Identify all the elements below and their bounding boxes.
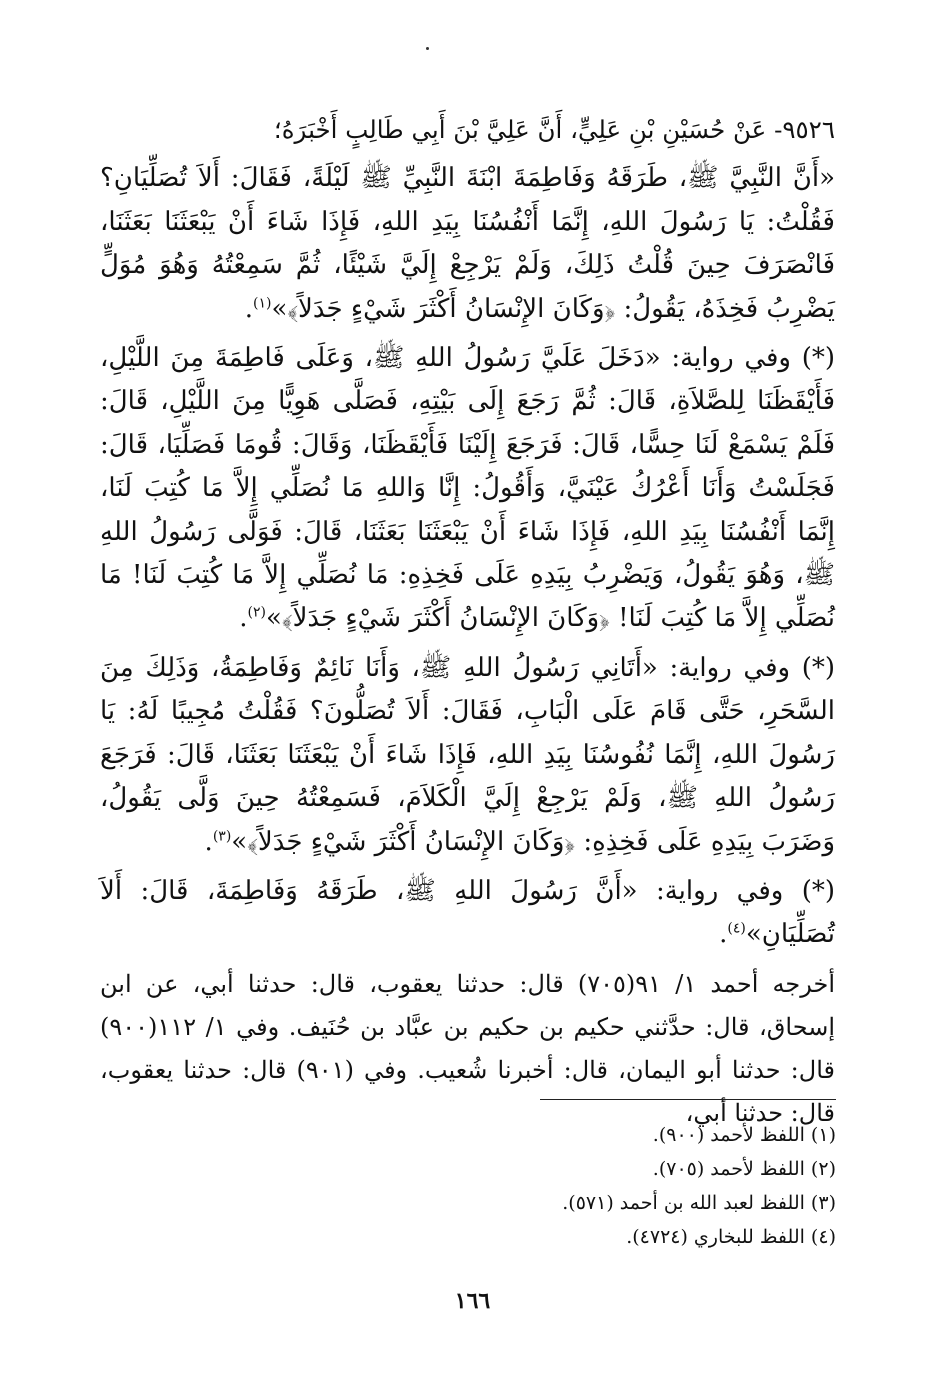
top-dot-mark — [426, 47, 429, 50]
footnotes — [400, 1118, 836, 1254]
narration-2: (*) وفي رواية: «دَخَلَ عَلَيَّ رَسُولُ اللهِ ﷺ، وَعَلَى فَاطِمَةَ مِنَ اللَّيْلِ، فَأَيْقَظَنَا لِلصَّلاَةِ، قَالَ: ثُمَّ رَجَعَ إِلَى بَيْتِهِ، فَصَلَّى هَوِيًّا مِنَ اللَّيْلِ، قَالَ: فَلَمْ يَسْمَعْ لَنَا حِسًّا، قَالَ: فَرَجَعَ إِلَيْنَا فَأَيْقَظَنَا، وَقَالَ: قُومَا فَصَلِّيَا، قَالَ: فَجَلَسْتُ وَأَنَا أَعْرُكُ عَيْنَيَّ، وَأَقُولُ: إِنَّا وَاللهِ مَا نُصَلِّي إِلاَّ مَا كُتِبَ لَنَا، إِنَّمَا أَنْفُسُنَا بِيَدِ اللهِ، فَإِذَا شَاءَ أَنْ يَبْعَثَنَا بَعَثَنَا، قَالَ: فَوَلَّى رَسُولُ اللهِ ﷺ، وَهُوَ يَقُولُ، وَيَضْرِبُ بِيَدِهِ عَلَى فَخِذِهِ: مَا نُصَلِّي إِلاَّ مَا كُتِبَ لَنَا! مَا نُصَلِّي إِلاَّ مَا كُتِبَ لَنَا! ﴿وَكَانَ الإِنْسَانُ أَكْثَرَ شَيْءٍ جَدَلاً﴾»$^{(٢)}$. — [100, 343, 836, 634]
footnote-2: (٢) اللفظ لأحمد (٧٠٥). — [652, 1158, 836, 1180]
main-text — [100, 108, 835, 1141]
footnote-divider — [540, 1099, 836, 1100]
footnote-4: (٤) اللفظ للبخاري (٤٧٢٤). — [626, 1226, 836, 1248]
footnote-ref-1: (١) — [252, 294, 272, 311]
source-citation: أخرجه أحمد ١/ ٩١(٧٠٥) قال: حدثنا يعقوب، قال: حدثنا أبي، عن ابن إسحاق، قال: حدَّثني حكيم بن حكيم بن عبَّاد بن حُنَيف. وفي ١/ ١١٢(٩٠٠) قال: حدثنا أبو اليمان، قال: أخبرنا شُعيب. وفي (٩٠١) قال: حدثنا يعقوب، قال: حدثنا أبي، — [100, 969, 836, 1127]
narration-3: (*) وفي رواية: «أَتَانِي رَسُولُ اللهِ ﷺ، وَأَنَا نَائِمٌ وَفَاطِمَةُ، وَذَلِكَ مِنَ السَّحَرِ، حَتَّى قَامَ عَلَى الْبَابِ، فَقَالَ: أَلاَ تُصَلُّونَ؟ فَقُلْتُ مُجِيبًا لَهُ: يَا رَسُولَ اللهِ، إِنَّمَا نُفُوسُنَا بِيَدِ اللهِ، فَإِذَا شَاءَ أَنْ يَبْعَثَنَا بَعَثَنَا، قَالَ: فَرَجَعَ رَسُولُ اللهِ ﷺ، وَلَمْ يَرْجِعْ إِلَيَّ الْكَلاَمَ، فَسَمِعْتُهُ حِينَ وَلَّى يَقُولُ، وَضَرَبَ بِيَدِهِ عَلَى فَخِذِهِ: ﴿وَكَانَ الإِنْسَانُ أَكْثَرَ شَيْءٍ جَدَلاً﴾»$^{(٣)}$. — [100, 652, 835, 857]
footnote-1: (١) اللفظ لأحمد (٩٠٠). — [652, 1124, 836, 1146]
page-number: ١٦٦ — [454, 1288, 491, 1314]
footnote-3: (٣) اللفظ لعبد الله بن أحمد (٥٧١). — [562, 1192, 836, 1214]
hadith-text: «أَنَّ النَّبِيَّ ﷺ، طَرَقَهُ وَفَاطِمَةَ ابْنَةَ النَّبِيِّ ﷺ لَيْلَةً، فَقَالَ: أَلاَ تُصَلِّيَانِ؟ فَقُلْتُ: يَا رَسُولَ اللهِ، إِنَّمَا أَنْفُسُنَا بِيَدِ اللهِ، فَإِذَا شَاءَ أَنْ يَبْعَثَنَا بَعَثَنَا، فَانْصَرَفَ حِينَ قُلْتُ ذَلِكَ، وَلَمْ يَرْجِعْ إِلَيَّ شَيْئًا، ثُمَّ سَمِعْتُهُ وَهُوَ مُوَلٍّ يَضْرِبُ فَخِذَهُ، يَقُولُ: ﴿وَكَانَ الإِنْسَانُ أَكْثَرَ شَيْءٍ جَدَلاً﴾»$^{(١)}$. — [100, 163, 835, 324]
hadith-heading: ٩٥٢٦- عَنْ حُسَيْنِ بْنِ عَلِيٍّ، أَنَّ عَلِيَّ بْنَ أَبِي طَالِبٍ أَخْبَرَهُ؛ — [273, 115, 835, 144]
footnote-ref-4: (٤) — [727, 920, 746, 937]
footnote-ref-3: (٣) — [212, 827, 232, 844]
footnote-ref-2: (٢) — [247, 604, 266, 621]
narration-4: (*) وفي رواية: «أَنَّ رَسُولَ اللهِ ﷺ، طَرَقَهُ وَفَاطِمَةَ، قَالَ: أَلاَ تُصَلِّيَانِ»$^{(٤)}$. — [100, 875, 835, 950]
